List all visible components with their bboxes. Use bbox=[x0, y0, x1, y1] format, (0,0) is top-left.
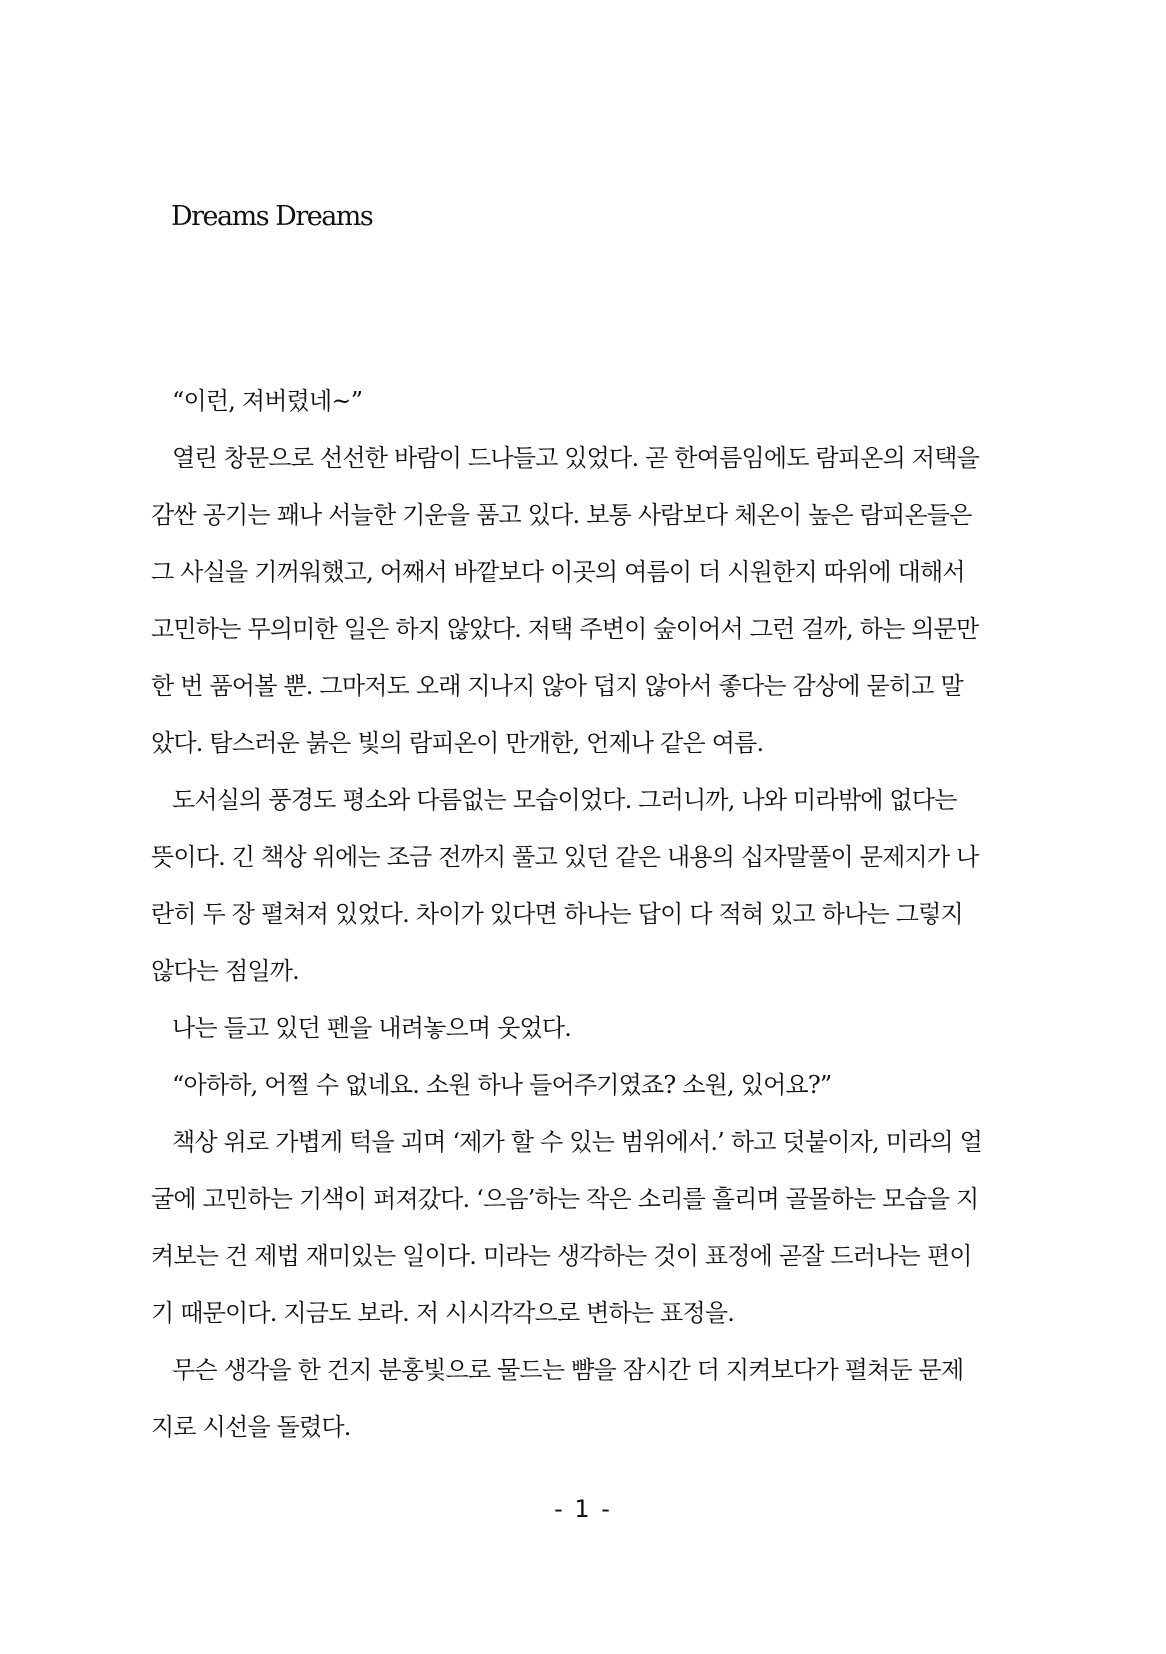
body-line: 나는 들고 있던 펜을 내려놓으며 웃었다. bbox=[172, 1014, 572, 1042]
body-line: 뜻이다. 긴 책상 위에는 조금 전까지 풀고 있던 같은 내용의 십자말풀이 문제지가 나 bbox=[151, 843, 979, 871]
body-line: “이런, 져버렸네~” bbox=[172, 387, 363, 415]
body-line: 란히 두 장 펼쳐져 있었다. 차이가 있다면 하나는 답이 다 적혀 있고 하나는 그렇지 bbox=[151, 900, 963, 928]
body-line: 켜보는 건 제법 재미있는 일이다. 미라는 생각하는 것이 표정에 곧잘 드러나는 편이 bbox=[151, 1242, 972, 1270]
body-line: 굴에 고민하는 기색이 퍼져갔다. ‘으음’하는 작은 소리를 흘리며 골몰하는 모습을 지 bbox=[151, 1185, 979, 1213]
body-line: 책상 위로 가볍게 턱을 괴며 ‘제가 할 수 있는 범위에서.’ 하고 덧붙이자, 미라의 얼 bbox=[172, 1128, 982, 1156]
page-number: - 1 - bbox=[554, 1495, 612, 1523]
body-line: 고민하는 무의미한 일은 하지 않았다. 저택 주변이 숲이어서 그런 걸까, 하는 의문만 bbox=[151, 615, 979, 643]
body-line: 그 사실을 기꺼워했고, 어째서 바깥보다 이곳의 여름이 더 시원한지 따위에 대해서 bbox=[151, 558, 965, 586]
body-line: “아하하, 어쩔 수 없네요. 소원 하나 들어주기였죠? 소원, 있어요?” bbox=[172, 1071, 832, 1099]
body-line: 않다는 점일까. bbox=[151, 957, 299, 985]
body-line: 기 때문이다. 지금도 보라. 저 시시각각으로 변하는 표정을. bbox=[151, 1299, 735, 1327]
body-line: 도서실의 풍경도 평소와 다름없는 모습이었다. 그러니까, 나와 미라밖에 없다는 bbox=[172, 786, 957, 814]
body-line: 열린 창문으로 선선한 바람이 드나들고 있었다. 곧 한여름임에도 람피온의 저택을 bbox=[172, 444, 979, 472]
body-text bbox=[151, 382, 1029, 1465]
document-title: Dreams Dreams bbox=[171, 201, 373, 232]
body-line: 한 번 품어볼 뿐. 그마저도 오래 지나지 않아 덥지 않아서 좋다는 감상에 묻히고 말 bbox=[151, 672, 963, 700]
body-line: 감싼 공기는 꽤나 서늘한 기운을 품고 있다. 보통 사람보다 체온이 높은 람피온들은 bbox=[151, 501, 972, 529]
body-line: 지로 시선을 돌렸다. bbox=[151, 1413, 351, 1441]
body-line: 았다. 탐스러운 붉은 빛의 람피온이 만개한, 언제나 같은 여름. bbox=[151, 729, 764, 757]
body-line: 무슨 생각을 한 건지 분홍빛으로 물드는 뺨을 잠시간 더 지켜보다가 펼쳐둔 문제 bbox=[172, 1356, 964, 1384]
